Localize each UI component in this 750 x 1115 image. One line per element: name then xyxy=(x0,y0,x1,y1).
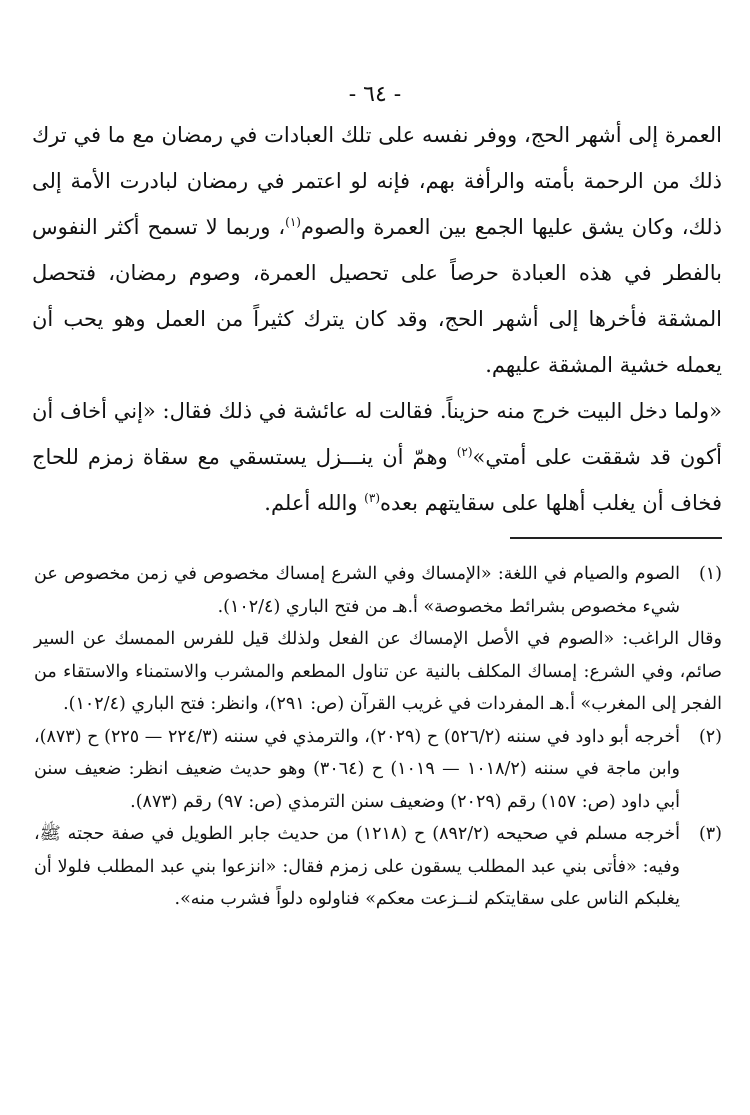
footnote-number: (٢) xyxy=(698,726,722,747)
main-paragraph-1 xyxy=(32,112,722,388)
footnote-text: وقال الراغب: «الصوم في الأصل الإمساك عن الفعل ولذلك قيل للفرس الممسك عن السير صائم، وفي الشرع: إمساك المكلف بالنية عن تناول المطعم والمشرب والاستمناء والاستقاء من الفجر إلى المغرب» أ.هـ المفردات في غريب القرآن (ص: ٢٩١)، وانظر: فتح الباري (١٠٢/٤). xyxy=(34,629,722,714)
footnote-number: (٣) xyxy=(698,824,722,844)
footnote-ref-3[interactable]: (٣) xyxy=(364,491,380,505)
footnote-text: أخرجه مسلم في صحيحه (٨٩٢/٢) ح (١٢١٨) من حديث جابر الطويل في صفة حجته ﷺ، وفيه: «فأتى بني عبد المطلب يسقون على زمزم فقال: «انزعوا بني عبد المطلب فلولا أن يغلبكم الناس على سقايتكم لنــزعت معكم» فناولوه دلواً فشرب منه». xyxy=(34,824,681,909)
footnote-1-continued xyxy=(34,623,722,721)
footnote-text: الصوم والصيام في اللغة: «الإمساك وفي الشرع إمساك مخصوص في زمن مخصوص عن شيء مخصوص بشرائط مخصوصة» أ.هـ من فتح الباري (١٠٢/٤). xyxy=(34,564,680,617)
main-paragraph-1-text: العمرة إلى أشهر الحج، ووفر نفسه على تلك العبادات في رمضان مع ما في ترك ذلك من الرحمة بأمته والرأفة بهم، فإنه لو اعتمر في رمضان لبادرت الأمة إلى ذلك، وكان يشق عليها الجمع بين العمرة والصوم xyxy=(32,123,722,239)
main-paragraph-2 xyxy=(32,388,722,526)
main-paragraph-2-text: «ولما دخل البيت خرج منه حزيناً. فقالت له عائشة في ذلك فقال: «إني أخاف أن أكون قد شققت على أمتي» xyxy=(32,399,722,469)
main-text xyxy=(32,112,722,526)
main-paragraph-2-continuation: وهمّ أن ينـــزل يستسقي مع سقاة زمزم للحاج فخاف أن يغلب أهلها على سقايتهم بعده xyxy=(32,445,722,515)
main-paragraph-2-end: والله أعلم. xyxy=(264,491,365,515)
footnote-1 xyxy=(34,558,722,623)
footnote-ref-1[interactable]: (١) xyxy=(285,215,301,229)
footnote-ref-2[interactable]: (٢) xyxy=(456,445,473,459)
footnote-number: (١) xyxy=(698,564,722,584)
main-paragraph-1-continuation: ، وربما لا تسمح أكثر النفوس بالفطر في هذه العبادة حرصاً على تحصيل العمرة، وصوم رمضان، فتحصل المشقة فأخرها إلى أشهر الحج، وقد كان يترك كثيراً من العمل وهو يحب أن يعمله خشية المشقة عليهم. xyxy=(32,215,722,377)
footnote-text: أخرجه أبو داود في سننه (٥٢٦/٢) ح (٢٠٢٩)، والترمذي في سننه (٢٢٤/٣ — ٢٢٥) ح (٨٧٣)، وابن ماجة في سننه (١٠١٨/٢ — ١٠١٩) ح (٣٠٦٤) وهو حديث ضعيف انظر: ضعيف سنن أبي داود (ص: ١٥٧) رقم (٢٠٢٩) وضعيف سنن الترمذي (ص: ٩٧) رقم (٨٧٣). xyxy=(34,726,681,812)
footnotes xyxy=(34,558,722,916)
page-number: - ٦٤ - xyxy=(348,82,402,107)
footnote-3 xyxy=(34,818,722,916)
footnote-2 xyxy=(34,721,722,819)
footnote-separator xyxy=(510,537,722,539)
